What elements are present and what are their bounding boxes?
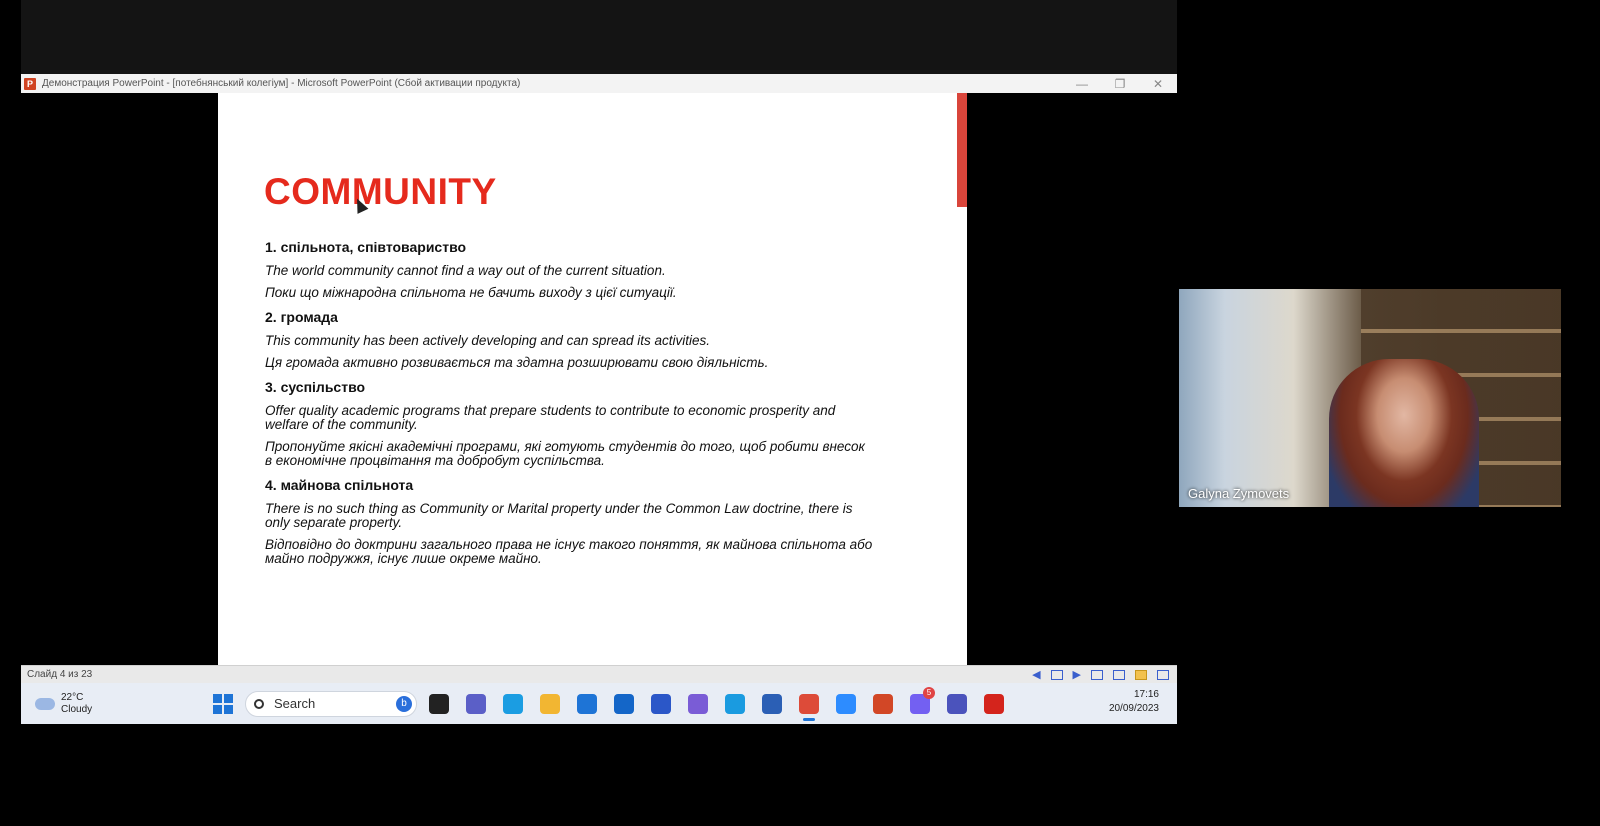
slide-title: COMMUNITY (264, 171, 497, 212)
weather-description: Cloudy (61, 703, 93, 715)
slideshow-icon[interactable] (1157, 670, 1169, 680)
taskbar-apps (429, 688, 1004, 714)
reading-view-icon[interactable] (1135, 670, 1147, 680)
section-heading: 3. суспільство (265, 379, 366, 395)
section-heading: 1. спільнота, співтовариство (265, 239, 467, 255)
slide-sorter-icon[interactable] (1113, 670, 1125, 680)
app-blue-icon[interactable] (651, 694, 671, 714)
powerpoint-app-icon: P (24, 78, 36, 90)
clock-date: 20/09/2023 (1108, 703, 1159, 714)
example-sentence: There is no such thing as Community or Marital property under the Common Law doctrine, there is only separate property. (265, 501, 853, 530)
file-explorer-dark-icon[interactable] (429, 694, 449, 714)
teams-meet-icon[interactable] (466, 694, 486, 714)
slide-accent-bar (957, 93, 967, 207)
example-translation: Відповідно до доктрини загального права не існує такого поняття, як майнова спільнота або майно подружжя, існує лише окреме майно. (265, 537, 873, 566)
section-heading: 4. майнова спільнота (265, 477, 414, 493)
slide (218, 93, 967, 665)
search-icon (254, 699, 264, 709)
window-titlebar (21, 74, 1177, 93)
example-translation: Ця громада активно розвивається та здатна розширювати свою діяльність. (265, 355, 769, 370)
folder-icon[interactable] (540, 694, 560, 714)
chrome-icon[interactable] (799, 694, 819, 714)
close-icon[interactable]: ✕ (1152, 76, 1164, 91)
statusbar (21, 665, 1177, 683)
word-icon[interactable] (762, 694, 782, 714)
slide-body (265, 239, 875, 575)
acrobat-icon[interactable] (984, 694, 1004, 714)
teams-icon[interactable] (947, 694, 967, 714)
menu-icon[interactable] (1051, 670, 1063, 680)
edge-icon[interactable] (503, 694, 523, 714)
slide-counter: Слайд 4 из 23 (27, 669, 93, 680)
cloud-icon (35, 698, 55, 710)
example-sentence: The world community cannot find a way out of the current situation. (265, 263, 666, 278)
windows-taskbar (21, 683, 1177, 724)
arrow-right-icon[interactable]: ▶ (1072, 668, 1081, 681)
weather-widget[interactable] (21, 692, 205, 716)
example-translation: Пропонуйте якісні академічні програми, які готують студентів до того, щоб робити внесок в економічне процвітання та добробут суспільства. (265, 439, 865, 468)
bing-icon[interactable]: b (396, 696, 412, 712)
minimize-icon[interactable]: — (1076, 76, 1088, 91)
participant-person (1329, 359, 1479, 507)
skype-icon[interactable] (725, 694, 745, 714)
participant-video[interactable] (1179, 289, 1561, 507)
section-heading: 2. громада (265, 309, 338, 325)
windows-start-icon[interactable] (213, 694, 233, 714)
taskbar-search[interactable] (245, 691, 417, 717)
arrow-left-icon[interactable]: ◀ (1032, 668, 1041, 681)
shared-screen-top-area (21, 0, 1177, 74)
viber-icon[interactable] (910, 688, 932, 714)
copilot-icon[interactable] (688, 694, 708, 714)
restore-icon[interactable]: ❐ (1114, 76, 1126, 91)
normal-view-icon[interactable] (1091, 670, 1103, 680)
mail-icon[interactable] (614, 694, 634, 714)
clock-time: 17:16 (1133, 689, 1159, 700)
powerpoint-window (21, 74, 1177, 724)
example-sentence: Offer quality academic programs that prepare students to contribute to economic prosperity and welfare of the community. (265, 403, 836, 432)
zoom-icon[interactable] (836, 694, 856, 714)
example-translation: Поки що міжнародна спільнота не бачить виходу з цієї ситуації. (265, 285, 677, 300)
powerpoint-icon[interactable] (873, 694, 893, 714)
window-title: Демонстрация PowerPoint - [потебнянський колегіум] - Microsoft PowerPoint (Сбой активации продукта) (42, 78, 521, 89)
notification-badge: 5 (923, 687, 935, 699)
participant-name: Galyna Zymovets (1188, 486, 1290, 501)
store-icon[interactable] (577, 694, 597, 714)
search-placeholder: Search (274, 696, 316, 711)
system-clock[interactable] (1109, 688, 1159, 716)
weather-temperature: 22°C (61, 691, 84, 703)
example-sentence: This community has been actively developing and can spread its activities. (265, 333, 710, 348)
